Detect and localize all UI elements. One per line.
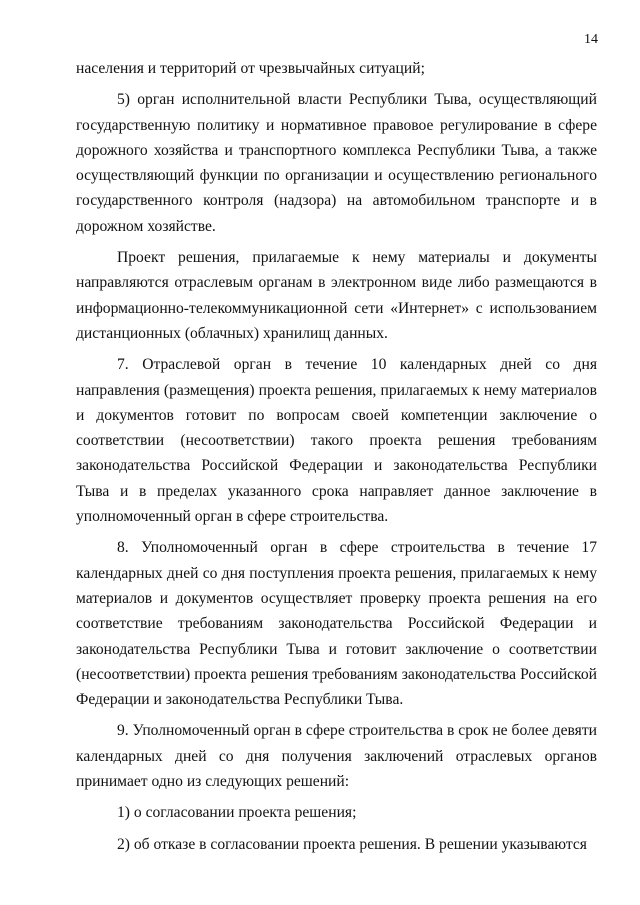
- paragraph-continuation: населения и территорий от чрезвычайных ситуаций;: [76, 60, 425, 77]
- paragraph-decision-1: 1) о согласовании проекта решения;: [117, 804, 357, 822]
- paragraph-item-5: 5) орган исполнительной власти Республики Тыва, осуществляющий государственную политику и нормативное правовое регулирование в сфере дорожного хозяйства и транспортного комплекса Республики Тыва, а также осуществляющий функции по организации и осуществлению регионального государственного контроля (надзора) на автомобильном транспорте и в дорожном хозяйстве.: [76, 91, 597, 235]
- paragraph-clause-9: 9. Уполномоченный орган в сфере строительства в срок не более девяти календарных дней со дня получения заключений отраслевых органов принимает одно из следующих решений:: [76, 722, 597, 791]
- paragraph-clause-8: 8. Уполномоченный орган в сфере строительства в течение 17 календарных дней со дня поступления проекта решения, прилагаемых к нему материалов и документов осуществляет проверку проекта решения на его соответствие требованиям законодательства Российской Федерации и законодательства Республики Тыва и готовит заключение о соответствии (несоответствии) проекта решения требованиям законодательства Российской Федерации и законодательства Республики Тыва.: [76, 539, 597, 709]
- document-body: [76, 56, 597, 857]
- page-number: 14: [584, 32, 598, 47]
- paragraph-clause-7: 7. Отраслевой орган в течение 10 календарных дней со дня направления (размещения) проекта решения, прилагаемых к нему материалов и документов готовит по вопросам своей компетенции заключение о соответствии (несоответствии) такого проекта решения требованиям законодательства Российской Федерации и законодательства Республики Тыва и в пределах указанного срока направляет данное заключение в уполномоченный орган в сфере строительства.: [76, 356, 597, 526]
- paragraph-project-materials: Проект решения, прилагаемые к нему материалы и документы направляются отраслевым органам в электронном виде либо размещаются в информационно-телекоммуникационной сети «Интернет» с использованием дистанционных (облачных) хранилищ данных.: [76, 249, 597, 342]
- paragraph-decision-2: 2) об отказе в согласовании проекта решения. В решении указываются: [117, 835, 587, 853]
